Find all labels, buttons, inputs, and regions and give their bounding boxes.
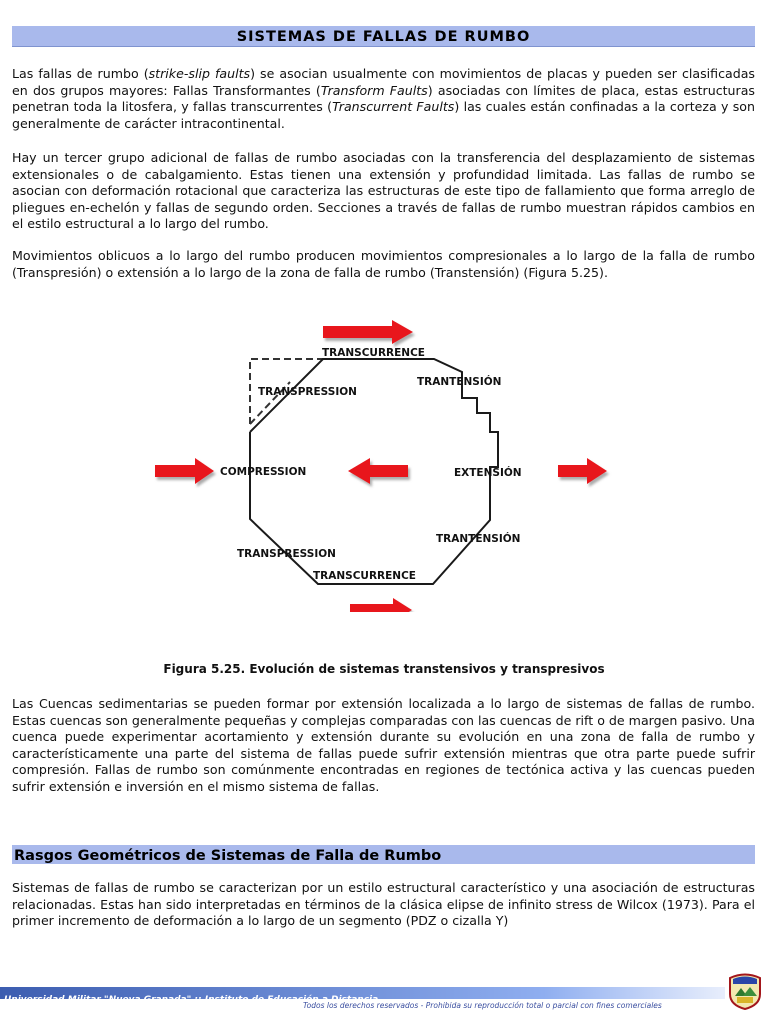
arrow-top-right (323, 320, 413, 344)
text-run: Las fallas de rumbo ( (12, 66, 149, 81)
paragraph-third-group: Hay un tercer grupo adicional de fallas de rumbo asociadas con la transferencia del desplazamiento de sistemas extensionales o de cabalgamiento. Estas tienen una extensión y profundidad limitada. Las fallas de rumbo se asocian con deformación rotacional que caracteriza las estructuras de este tipo de fallamiento que forma arreglo de pliegues en-echelón y fallas de segundo orden. Secciones a través de fallas de rumbo muestran rápidos cambios en el estilo estructural a lo largo del rumbo. (12, 150, 755, 232)
footer-institution: Universidad Militar "Nueva Granada" :: Instituto de Educación a Distancia (4, 995, 379, 1005)
section-title-bar (12, 845, 755, 864)
label-transpression-top: TRANSPRESSION (258, 386, 357, 398)
paragraph-oblique-movements: Movimientos oblicuos a lo largo del rumbo producen movimientos compresionales a lo largo de la falla de rumbo (Transpresión) o extensión a lo largo de la zona de falla de rumbo (Transtensión) (Figura 5.25). (12, 248, 755, 280)
label-compression: COMPRESSION (220, 466, 307, 478)
footer-bar (0, 987, 725, 1005)
arrow-middle-left (348, 458, 408, 484)
text-run: ) las cuales están confinadas a la corteza y son generalmente de carácter intracontinental. (12, 99, 755, 131)
paragraph-intro (12, 66, 755, 132)
label-transcurrence-top: TRANSCURRENCE (322, 347, 425, 359)
section-title: Rasgos Geométricos de Sistemas de Falla de Rumbo (14, 848, 442, 864)
arrow-left-right (155, 458, 214, 484)
arrow-bottom-right (350, 598, 412, 612)
italic-term: Transform Faults (320, 82, 428, 98)
label-transpression-bottom: TRANSPRESSION (237, 548, 336, 560)
page-title-bar (12, 26, 755, 47)
paragraph-geometric-features: Sistemas de fallas de rumbo se caracterizan por un estilo estructural característico y una asociación de estructuras relacionadas. Estas han sido interpretadas en términos de la clásica elipse de infinito stress de Wilcox (1973). Para el primer incremento de deformación a lo largo de un segmento (PDZ o cizalla Y) (12, 880, 755, 929)
figure-5-25 (140, 312, 630, 612)
figure-caption: Figura 5.25. Evolución de sistemas transtensivos y transpresivos (163, 662, 605, 676)
label-extension: EXTENSIÓN (454, 467, 522, 479)
footer-rights: Todos los derechos reservados - Prohibida su reproducción total o parcial con fines comerciales (303, 1001, 662, 1010)
paragraph-sedimentary-basins: Las Cuencas sedimentarias se pueden formar por extensión localizada a lo largo de sistemas de fallas de rumbo. Estas cuencas son generalmente pequeñas y complejas comparadas con las cuencas de rift o de margen pasivo. Una cuenca puede experimentar acortamiento y extensión durante su evolución en una zona de falla de rumbo y característicamente una parte del sistema de fallas puede sufrir extensión mientras que otra parte puede sufrir compresión. Fallas de rumbo son comúnmente encontradas en regiones de tectónica activa y las cuencas pueden sufrir extensión e inversión en el mismo sistema de fallas. (12, 696, 755, 794)
label-trantension-top: TRANTENSIÓN (417, 376, 502, 388)
italic-term: Transcurrent Faults (332, 99, 455, 115)
page-title: SISTEMAS DE FALLAS DE RUMBO (236, 29, 531, 45)
university-logo (727, 972, 763, 1010)
label-trantension-bottom: TRANTENSIÓN (436, 533, 521, 545)
text-run: ) se asocian usualmente con movimientos de placas y pueden ser clasificadas en dos grupos mayores: Fallas Transformantes ( (12, 66, 755, 98)
label-transcurrence-bottom: TRANSCURRENCE (313, 570, 416, 582)
text-run: ) asociadas con límites de placa, estas estructuras penetran toda la litosfera, y fallas transcurrentes ( (12, 82, 755, 115)
arrow-right-right (558, 458, 607, 484)
italic-term: strike-slip faults (148, 66, 251, 81)
